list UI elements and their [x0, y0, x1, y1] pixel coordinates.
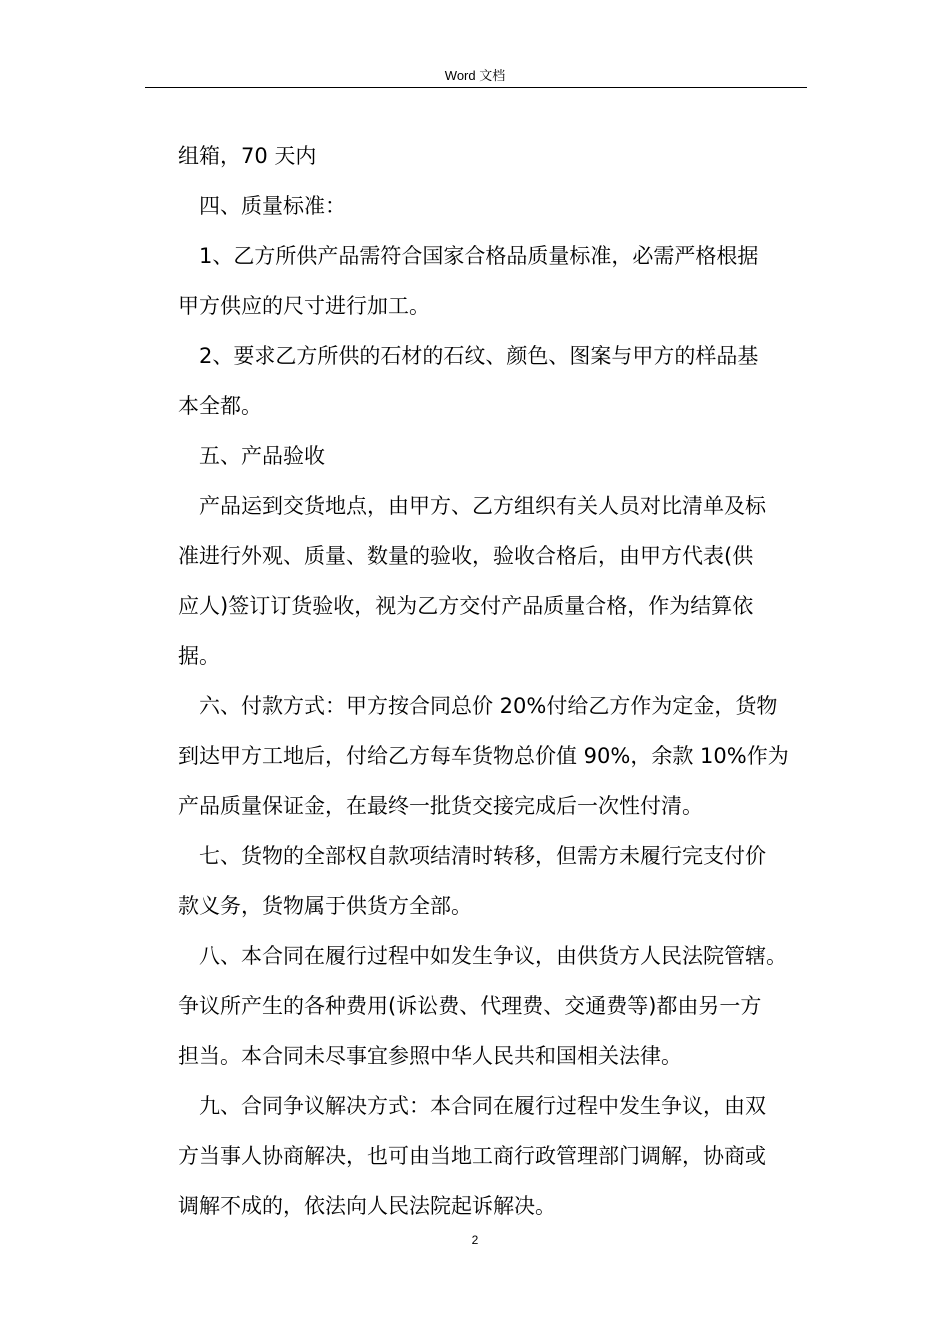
text-line: 产品质量保证金，在最终一批货交接完成后一次性付清。 [178, 794, 703, 818]
text-line: 准进行外观、质量、数量的验收，验收合格后，由甲方代表(供 [178, 544, 754, 568]
document-body [178, 131, 818, 1231]
text-line: 组箱，70 天内 [178, 144, 317, 168]
text-line: 应人)签订订货验收，视为乙方交付产品质量合格，作为结算依 [178, 594, 754, 618]
text-line: 甲方供应的尺寸进行加工。 [178, 294, 430, 318]
text-line: 本全都。 [178, 394, 262, 418]
header-divider [145, 87, 807, 88]
section-heading-payment: 六、付款方式：甲方按合同总价 20%付给乙方作为定金，货物 [199, 694, 778, 718]
page-number: 2 [471, 1233, 479, 1247]
text-line: 到达甲方工地后，付给乙方每车货物总价值 90%，余款 10%作为 [178, 744, 789, 768]
text-line: 据。 [178, 644, 220, 668]
text-line: 争议所产生的各种费用(诉讼费、代理费、交通费等)都由另一方 [178, 994, 762, 1018]
text-line: 产品运到交货地点，由甲方、乙方组织有关人员对比清单及标 [199, 494, 766, 518]
text-line: 2、要求乙方所供的石材的石纹、颜色、图案与甲方的样品基 [199, 344, 759, 368]
text-line: 1、乙方所供产品需符合国家合格品质量标准，必需严格根据 [199, 244, 759, 268]
section-heading-acceptance: 五、产品验收 [199, 444, 325, 468]
page-header-title: Word 文档 [444, 68, 506, 83]
text-line: 款义务，货物属于供货方全部。 [178, 894, 472, 918]
text-line: 担当。本合同未尽事宜参照中华人民共和国相关法律。 [178, 1044, 682, 1068]
section-heading-quality: 四、质量标准： [199, 194, 346, 218]
text-line: 方当事人协商解决，也可由当地工商行政管理部门调解，协商或 [178, 1144, 766, 1168]
section-heading-jurisdiction: 八、本合同在履行过程中如发生争议，由供货方人民法院管辖。 [199, 944, 787, 968]
section-heading-ownership: 七、货物的全部权自款项结清时转移，但需方未履行完支付价 [199, 844, 766, 868]
section-heading-dispute: 九、合同争议解决方式：本合同在履行过程中发生争议，由双 [199, 1094, 766, 1118]
text-line: 调解不成的，依法向人民法院起诉解决。 [178, 1194, 556, 1218]
